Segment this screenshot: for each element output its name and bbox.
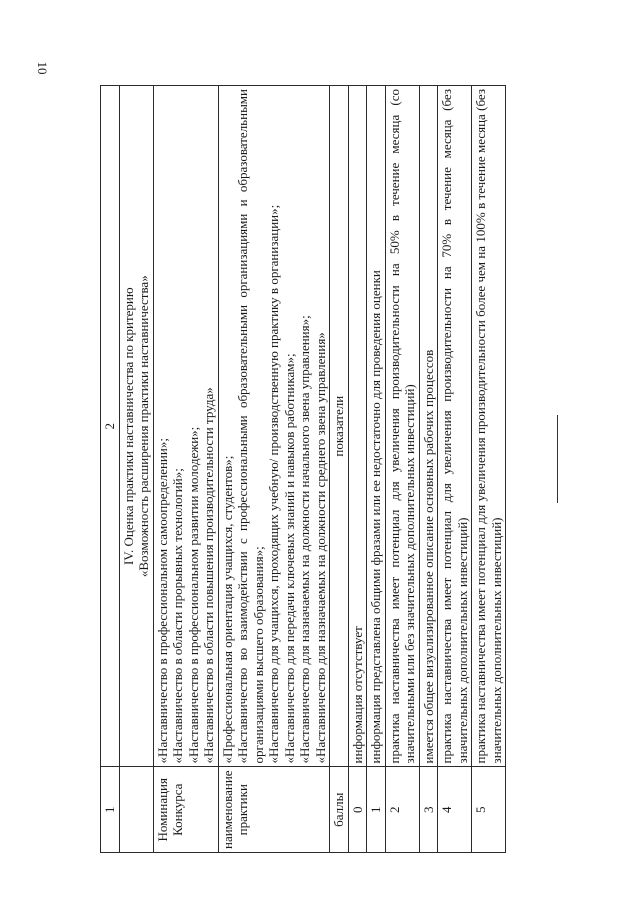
column-number-1: 1 — [101, 767, 120, 853]
nomination-item: «Наставничество в профессиональном развитии молодежи»; — [185, 426, 201, 764]
section-title — [119, 86, 153, 767]
practice-item: «Профессиональная ориентация учащихся, студентов»; — [219, 455, 235, 764]
scores-header-row — [330, 86, 349, 853]
nomination-label: Номинация Конкурса — [153, 767, 218, 853]
score-indicator: практика наставничества имеет потенциал для увеличения производительности более чем на 100% в течение месяца (без значительных дополнительных инвестиций) — [472, 86, 506, 767]
score-indicator: информация отсутствует — [348, 86, 367, 767]
practice-item: «Наставничество для учащихся, проходящих учебную/ производственную практику в организации»; — [266, 204, 281, 764]
practice-item: «Наставничество для назначаемых на должности начального звена управления»; — [297, 315, 312, 764]
title-empty-cell — [119, 767, 153, 853]
score-value: 1 — [367, 767, 386, 853]
section-title-line-2: «Возможность расширения практики наставничества» — [136, 275, 151, 578]
score-row — [385, 86, 419, 853]
nomination-item: «Наставничество в области прорывных технологий»; — [170, 468, 185, 764]
score-row — [472, 86, 506, 853]
score-value: 4 — [438, 767, 472, 853]
score-value: 2 — [385, 767, 419, 853]
criteria-table — [100, 85, 506, 853]
column-number-row — [101, 86, 120, 853]
practice-label: наименование практики — [218, 767, 330, 853]
nomination-item: «Наставничество в профессиональном самоопределении»; — [154, 438, 170, 764]
practice-item: «Наставничество для передачи ключевых знаний и навыков работникам»; — [281, 353, 297, 764]
title-row — [119, 86, 153, 853]
indicators-header: показатели — [330, 86, 349, 767]
page-number: 10 — [35, 61, 50, 75]
score-value: 3 — [419, 767, 438, 853]
nomination-list — [153, 86, 218, 767]
practice-item: «Наставничество для назначаемых на должности среднего звена управления» — [312, 332, 328, 764]
score-indicator: имеется общее визуализированное описание основных рабочих процессов — [419, 86, 438, 767]
score-indicator: практика наставничества имеет потенциал для увеличения производительности на 70% в течение месяца (без значительных дополнительных инвестиций) — [438, 86, 472, 767]
section-title-line-1: IV. Оценка практики наставничества по критерию — [120, 287, 136, 566]
score-row — [367, 86, 386, 853]
practice-list — [218, 86, 330, 767]
nomination-row — [153, 86, 218, 853]
score-indicator: практика наставничества имеет потенциал для увеличения производительности на 50% в течение месяца (со значительными или без значительных дополнительных инвестиций) — [385, 86, 419, 767]
practice-row — [218, 86, 330, 853]
score-indicator: информация представлена общими фразами или ее недостаточно для проведения оценки — [367, 86, 386, 767]
score-row — [438, 86, 472, 853]
footnote-rule — [557, 415, 558, 503]
score-value: 5 — [472, 767, 506, 853]
score-row — [348, 86, 367, 853]
score-value: 0 — [348, 767, 367, 853]
column-number-2: 2 — [101, 86, 120, 767]
score-row — [419, 86, 438, 853]
practice-item: «Наставничество во взаимодействии с профессиональными образовательными организациями и образовательными организациями высшего образования»; — [235, 89, 266, 764]
nomination-item: «Наставничество в области повышения производительности труда» — [201, 387, 216, 764]
rotated-table-container — [100, 85, 540, 853]
scores-header-label: баллы — [330, 767, 349, 853]
